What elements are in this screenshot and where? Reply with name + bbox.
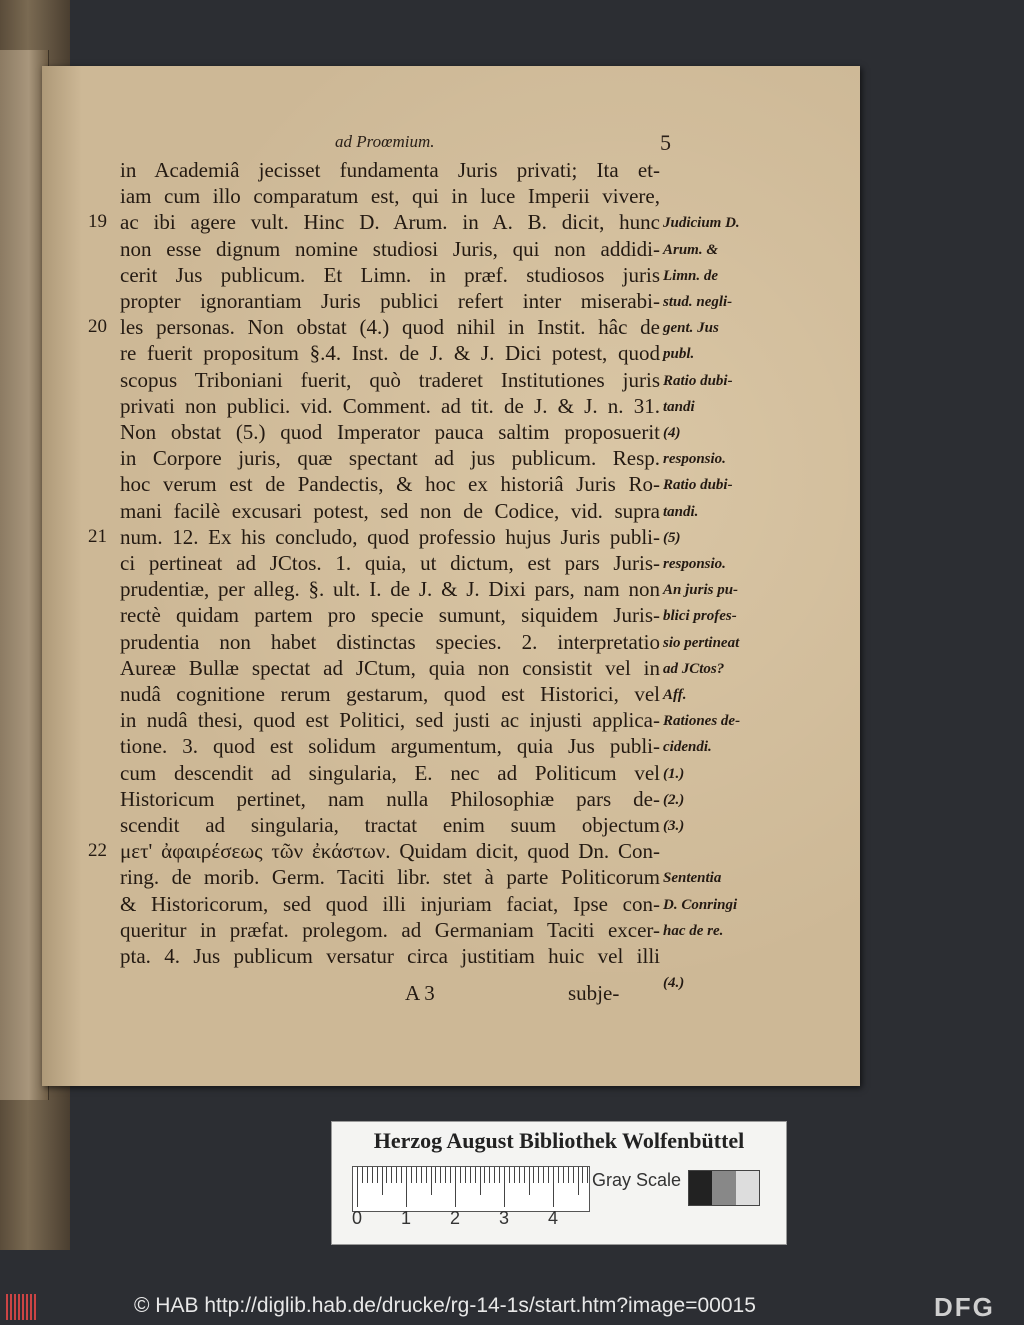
- ruler-tick: [406, 1167, 407, 1207]
- margin-note: (2.): [663, 791, 685, 808]
- running-head: ad Proœmium.: [335, 132, 435, 151]
- ruler-tick: [445, 1167, 446, 1183]
- ruler-tick: [538, 1167, 539, 1183]
- text-line: in Corpore juris, quæ spectant ad jus publicum. Resp.: [120, 446, 660, 471]
- ruler-tick: [558, 1167, 559, 1183]
- ruler-tick: [421, 1167, 422, 1183]
- text-line: cum descendit ad singularia, E. nec ad Politicum vel: [120, 760, 660, 785]
- text-line: prudentiæ, per alleg. §. ult. I. de J. & J. Dixi pars, nam non: [120, 577, 660, 602]
- ruler-tick: [548, 1167, 549, 1183]
- text-line: hoc verum est de Pandectis, & hoc ex historiâ Juris Ro-: [120, 472, 660, 497]
- ruler-number: 4: [548, 1208, 559, 1228]
- ruler-tick: [391, 1167, 392, 1183]
- text-line: iam cum illo comparatum est, qui in luce Imperii vivere,: [120, 184, 660, 209]
- text-line: queritur in præfat. prolegom. ad Germaniam Taciti excer-: [120, 917, 660, 942]
- paragraph-number: 20: [88, 316, 107, 338]
- margin-note: Limn. de: [663, 267, 718, 284]
- ruler-number: 1: [401, 1208, 412, 1228]
- text-line: prudentia non habet distinctas species. 2. interpretatio: [120, 629, 660, 654]
- text-line: cerit Jus publicum. Et Limn. in præf. studiosos juris: [120, 262, 660, 287]
- margin-note: (4.): [663, 975, 685, 992]
- text-line: propter ignorantiam Juris publici refert inter miserabi-: [120, 289, 660, 313]
- text-line: ac ibi agere vult. Hinc D. Arum. in A. B. dicit, hunc: [120, 210, 660, 235]
- ruler-tick: [514, 1167, 515, 1183]
- text-line: ring. de morib. Germ. Taciti libr. stet à parte Politicorum: [120, 865, 660, 890]
- ruler-tick: [504, 1167, 505, 1207]
- ruler-tick: [529, 1167, 530, 1195]
- margin-note: (3.): [663, 818, 685, 834]
- ruler-tick: [543, 1167, 544, 1183]
- paragraph-number: 22: [88, 840, 107, 862]
- ruler-tick: [362, 1167, 363, 1183]
- ruler-tick: [382, 1167, 383, 1195]
- library-label: [331, 1121, 787, 1245]
- ruler-tick: [519, 1167, 520, 1183]
- ruler-tick: [524, 1167, 525, 1183]
- ruler-tick: [377, 1167, 378, 1183]
- ruler-tick: [509, 1167, 510, 1183]
- ruler-tick: [416, 1167, 417, 1183]
- ruler: [352, 1166, 590, 1212]
- margin-note: Aff.: [663, 687, 687, 703]
- text-line: in nudâ thesi, quod est Politici, sed justi ac injusti applica-: [120, 708, 660, 733]
- paragraph-number: 21: [88, 525, 107, 547]
- ruler-tick: [426, 1167, 427, 1183]
- text-line: re fuerit propositum §.4. Inst. de J. & J. Dici potest, quod: [120, 341, 660, 366]
- text-line: in Academiâ jecisset fundamenta Juris privati; Ita et-: [120, 158, 660, 182]
- text-line: nudâ cognitione rerum gestarum, quod est Historici, vel: [120, 682, 660, 706]
- margin-note: sio pertineat: [663, 634, 740, 651]
- text-line: μετ' ἀφαιρέσεως τῶν ἐκάστων. Quidam dicit, quod Dn. Con-: [120, 839, 660, 864]
- ruler-tick: [494, 1167, 495, 1183]
- gray-scale-swatch: [688, 1170, 760, 1206]
- ruler-tick: [475, 1167, 476, 1183]
- ruler-tick: [465, 1167, 466, 1183]
- margin-note: (1.): [663, 765, 685, 782]
- ruler-tick: [533, 1167, 534, 1183]
- margin-note: An juris pu-: [663, 582, 739, 599]
- text-line: pta. 4. Jus publicum versatur circa justitiam huic vel illi: [120, 944, 660, 968]
- ruler-tick: [450, 1167, 451, 1183]
- library-title: Herzog August Bibliothek Wolfenbüttel: [373, 1128, 745, 1153]
- text-line: rectè quidam partem pro specie sumunt, siquidem Juris-: [120, 603, 660, 628]
- margin-note: tandi.: [663, 503, 699, 520]
- ruler-tick: [573, 1167, 574, 1183]
- ruler-tick: [435, 1167, 436, 1183]
- page-folio: 5: [660, 130, 671, 155]
- margin-note: Sententia: [663, 870, 722, 887]
- ruler-tick: [480, 1167, 481, 1195]
- ruler-tick: [568, 1167, 569, 1183]
- catchword: subje-: [568, 981, 620, 1005]
- text-line: privati non publici. vid. Comment. ad tit. de J. & J. n. 31.: [120, 393, 660, 418]
- ruler-tick: [484, 1167, 485, 1183]
- margin-note: ad JCtos?: [663, 660, 725, 677]
- margin-note: Ratio dubi-: [663, 477, 733, 494]
- ruler-tick: [578, 1167, 579, 1195]
- margin-note: stud. negli-: [663, 294, 733, 310]
- ruler-tick: [386, 1167, 387, 1183]
- gray-scale-label: Gray Scale: [592, 1170, 682, 1190]
- ruler-number: 0: [352, 1208, 363, 1228]
- margin-note: tandi: [663, 398, 695, 415]
- dfg-logo: DFG: [934, 1292, 995, 1322]
- paragraph-number: 19: [88, 211, 107, 233]
- ruler-tick: [489, 1167, 490, 1183]
- margin-note: responsio.: [663, 556, 726, 572]
- ruler-tick: [401, 1167, 402, 1183]
- margin-note: gent. Jus: [663, 320, 719, 337]
- margin-note: D. Conringi: [663, 896, 738, 913]
- text-line: num. 12. Ex his concludo, quod professio hujus Juris publi-: [120, 524, 660, 549]
- text-line: tione. 3. quod est solidum argumentum, quia Jus publi-: [120, 734, 660, 759]
- ruler-tick: [455, 1167, 456, 1207]
- margin-note: (4): [663, 425, 681, 441]
- footer-bar: [0, 1290, 1024, 1325]
- ruler-tick: [499, 1167, 500, 1183]
- margin-note: Judicium D.: [663, 215, 740, 232]
- margin-note: Ratio dubi-: [663, 372, 733, 389]
- margin-note: blici profes-: [663, 608, 737, 625]
- text-line: Aureæ Bullæ spectat ad JCtum, quia non consistit vel in: [120, 655, 660, 680]
- text-line: Non obstat (5.) quod Imperator pauca saltim proposuerit: [120, 420, 660, 444]
- margin-note: responsio.: [663, 451, 726, 468]
- ruler-tick: [470, 1167, 471, 1183]
- signature-mark: A 3: [405, 981, 435, 1005]
- ruler-tick: [460, 1167, 461, 1183]
- text-line: non esse dignum nomine studiosi Juris, qui non addidi-: [120, 236, 660, 261]
- ruler-number: 3: [499, 1208, 510, 1228]
- text-line: scopus Triboniani fuerit, quò traderet Institutiones juris: [120, 367, 660, 392]
- ruler-tick: [582, 1167, 583, 1183]
- margin-note: publ.: [663, 346, 695, 363]
- ruler-tick: [367, 1167, 368, 1183]
- margin-note: (5): [663, 529, 681, 546]
- ruler-tick: [357, 1167, 358, 1207]
- ruler-tick: [563, 1167, 564, 1183]
- hab-logo-icon: [6, 1294, 36, 1320]
- ruler-tick: [396, 1167, 397, 1183]
- ruler-tick: [553, 1167, 554, 1207]
- ruler-tick: [587, 1167, 588, 1183]
- margin-note: cidendi.: [663, 739, 712, 756]
- text-line: mani facilè excusari potest, sed non de Codice, vid. supra: [120, 498, 660, 523]
- ruler-tick: [440, 1167, 441, 1183]
- margin-note: Rationes de-: [663, 713, 741, 730]
- text-line: les personas. Non obstat (4.) quod nihil in Instit. hâc de: [120, 315, 660, 340]
- ruler-tick: [431, 1167, 432, 1195]
- text-line: scendit ad singularia, tractat enim suum objectum: [120, 813, 660, 837]
- margin-note: hac de re.: [663, 922, 724, 939]
- margin-note: Arum. &: [663, 241, 719, 258]
- ruler-tick: [411, 1167, 412, 1183]
- text-line: ci pertineat ad JCtos. 1. quia, ut dictum, est pars Juris-: [120, 551, 660, 575]
- text-line: Historicum pertinet, nam nulla Philosophiæ pars de-: [120, 786, 660, 811]
- ruler-number: 2: [450, 1208, 461, 1228]
- copyright-url[interactable]: © HAB http://diglib.hab.de/drucke/rg-14-1s/start.htm?image=00015: [134, 1294, 756, 1317]
- ruler-tick: [372, 1167, 373, 1183]
- text-line: & Historicorum, sed quod illi injuriam faciat, Ipse con-: [120, 891, 660, 916]
